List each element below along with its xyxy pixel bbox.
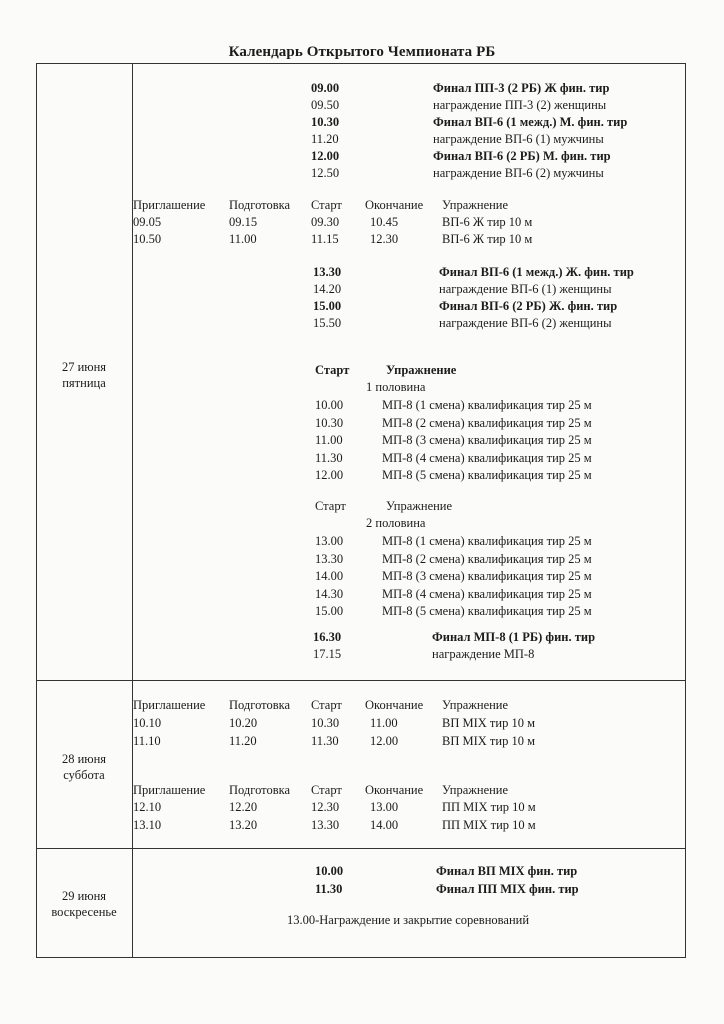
event-time: 09.00: [311, 81, 340, 95]
event-name: Финал МП-8 (1 РБ) фин. тир: [432, 630, 596, 644]
qualification-time: 10.00: [315, 398, 344, 412]
qualification-time: 14.30: [315, 586, 344, 601]
day-label-27: [36, 359, 132, 391]
schedule-cell: 09.05: [133, 215, 162, 229]
schedule-header-cell: Старт: [311, 698, 342, 712]
schedule-header-cell: Старт: [311, 198, 342, 212]
event-time: 10.00: [315, 864, 344, 878]
schedule-cell: ПП MIX тир 10 м: [442, 800, 536, 814]
event-name: награждение МП-8: [432, 647, 535, 661]
exercise-header: Упражнение: [386, 499, 453, 513]
schedule-cell: 11.10: [133, 734, 161, 748]
schedule-cell: 09.30: [311, 215, 340, 229]
row-divider-day1-day2: [36, 680, 685, 681]
event-name: Финал ВП-6 (1 межд.) М. фин. тир: [433, 115, 628, 129]
event-time: 12.50: [311, 166, 340, 180]
schedule-header-cell: Окончание: [365, 783, 424, 797]
event-name: Финал ВП-6 (2 РБ) М. фин. тир: [433, 149, 611, 163]
closing-ceremony-note: 13.00-Награждение и закрытие соревнований: [286, 913, 530, 927]
event-name: Финал ВП-6 (2 РБ) Ж. фин. тир: [439, 299, 618, 313]
schedule-cell: 10.10: [133, 716, 162, 730]
qualification-time: 11.30: [315, 450, 343, 465]
event-time: 11.20: [311, 132, 339, 146]
exercise-header: Упражнение: [386, 363, 457, 377]
qualification-event: МП-8 (1 смена) квалификация тир 25 м: [382, 398, 592, 412]
event-time: 09.50: [311, 98, 340, 112]
schedule-cell: 10.50: [133, 232, 162, 246]
schedule-header-cell: Приглашение: [133, 783, 206, 797]
schedule-cell: 09.15: [229, 215, 258, 229]
schedule-header-cell: Упражнение: [442, 783, 509, 797]
qualification-time: 10.30: [315, 415, 344, 430]
schedule-cell: 13.30: [311, 818, 340, 832]
schedule-cell: ВП MIX тир 10 м: [442, 734, 535, 748]
qualification-event: МП-8 (1 смена) квалификация тир 25 м: [382, 534, 592, 548]
event-name: награждение ВП-6 (2) женщины: [439, 316, 612, 330]
day-weekday: суббота: [63, 768, 105, 782]
qualification-time: 14.00: [315, 569, 344, 583]
qualification-event: МП-8 (4 смена) квалификация тир 25 м: [382, 450, 592, 465]
event-name: Финал ПП MIX фин. тир: [436, 882, 579, 896]
start-header: Старт: [315, 363, 350, 377]
event-name: награждение ВП-6 (1) мужчины: [433, 132, 604, 146]
schedule-cell: 11.00: [370, 716, 398, 730]
event-time: 13.30: [313, 265, 342, 279]
event-time: 12.00: [311, 149, 340, 163]
qualification-event: МП-8 (2 смена) квалификация тир 25 м: [382, 551, 592, 566]
event-name: награждение ВП-6 (1) женщины: [439, 282, 612, 296]
schedule-cell: 11.15: [311, 232, 339, 246]
schedule-cell: 11.20: [229, 734, 257, 748]
schedule-cell: 13.10: [133, 818, 162, 832]
qualification-event: МП-8 (5 смена) квалификация тир 25 м: [382, 604, 592, 618]
day-label-29: [36, 888, 132, 920]
event-time: 11.30: [315, 882, 343, 896]
qualification-time: 12.00: [315, 468, 344, 482]
event-name: Финал ПП-3 (2 РБ) Ж фин. тир: [433, 81, 610, 95]
qualification-event: МП-8 (3 смена) квалификация тир 25 м: [382, 433, 592, 447]
event-time: 15.00: [313, 299, 342, 313]
schedule-cell: 10.30: [311, 716, 340, 730]
qualification-time: 13.00: [315, 534, 344, 548]
schedule-header-cell: Старт: [311, 783, 342, 797]
schedule-cell: 10.20: [229, 716, 258, 730]
schedule-cell: ВП MIX тир 10 м: [442, 716, 535, 730]
schedule-cell: 10.45: [370, 215, 399, 229]
day-date: 29 июня: [61, 889, 107, 903]
qualification-event: МП-8 (3 смена) квалификация тир 25 м: [382, 569, 592, 583]
half-label: 2 половина: [366, 516, 426, 530]
schedule-header-cell: Упражнение: [442, 698, 509, 712]
event-time: 16.30: [313, 630, 342, 644]
start-header: Старт: [315, 499, 346, 513]
schedule-cell: 14.00: [370, 818, 399, 832]
schedule-header-cell: Подготовка: [229, 783, 291, 797]
schedule-header-cell: Приглашение: [133, 198, 206, 212]
schedule-cell: 12.20: [229, 800, 258, 814]
event-name: Финал ВП-6 (1 межд.) Ж. фин. тир: [439, 265, 634, 279]
half-label: 1 половина: [366, 380, 426, 394]
event-time: 10.30: [311, 115, 340, 129]
row-divider-day2-day3: [36, 848, 685, 849]
schedule-header-cell: Подготовка: [229, 198, 291, 212]
schedule-header-cell: Окончание: [365, 198, 424, 212]
event-time: 15.50: [313, 316, 342, 330]
event-time: 14.20: [313, 282, 342, 296]
day-date: 27 июня: [61, 360, 107, 374]
schedule-cell: 12.30: [311, 800, 340, 814]
schedule-cell: 11.30: [311, 734, 339, 748]
schedule-cell: 12.10: [133, 800, 162, 814]
qualification-event: МП-8 (5 смена) квалификация тир 25 м: [382, 468, 592, 482]
schedule-cell: 13.20: [229, 818, 258, 832]
schedule-cell: 12.30: [370, 232, 399, 246]
event-name: Финал ВП MIX фин. тир: [436, 864, 578, 878]
day-label-28: [36, 751, 132, 783]
schedule-header-cell: Окончание: [365, 698, 424, 712]
schedule-cell: 12.00: [370, 734, 399, 748]
day-date: 28 июня: [61, 752, 107, 766]
schedule-cell: 13.00: [370, 800, 399, 814]
qualification-time: 15.00: [315, 604, 344, 618]
day-weekday: воскресенье: [51, 905, 117, 919]
schedule-cell: ВП-6 Ж тир 10 м: [442, 232, 533, 246]
schedule-cell: 11.00: [229, 232, 257, 246]
event-name: награждение ПП-3 (2) женщины: [433, 98, 607, 112]
page-title: Календарь Открытого Чемпионата РБ: [228, 44, 496, 60]
qualification-time: 13.30: [315, 551, 344, 566]
qualification-time: 11.00: [315, 433, 343, 447]
day-weekday: пятница: [62, 376, 106, 390]
schedule-cell: ПП MIX тир 10 м: [442, 818, 536, 832]
schedule-header-cell: Приглашение: [133, 698, 206, 712]
schedule-header-cell: Подготовка: [229, 698, 291, 712]
schedule-cell: ВП-6 Ж тир 10 м: [442, 215, 533, 229]
qualification-event: МП-8 (2 смена) квалификация тир 25 м: [382, 415, 592, 430]
event-time: 17.15: [313, 647, 342, 661]
event-name: награждение ВП-6 (2) мужчины: [433, 166, 604, 180]
qualification-event: МП-8 (4 смена) квалификация тир 25 м: [382, 586, 592, 601]
schedule-header-cell: Упражнение: [442, 198, 509, 212]
